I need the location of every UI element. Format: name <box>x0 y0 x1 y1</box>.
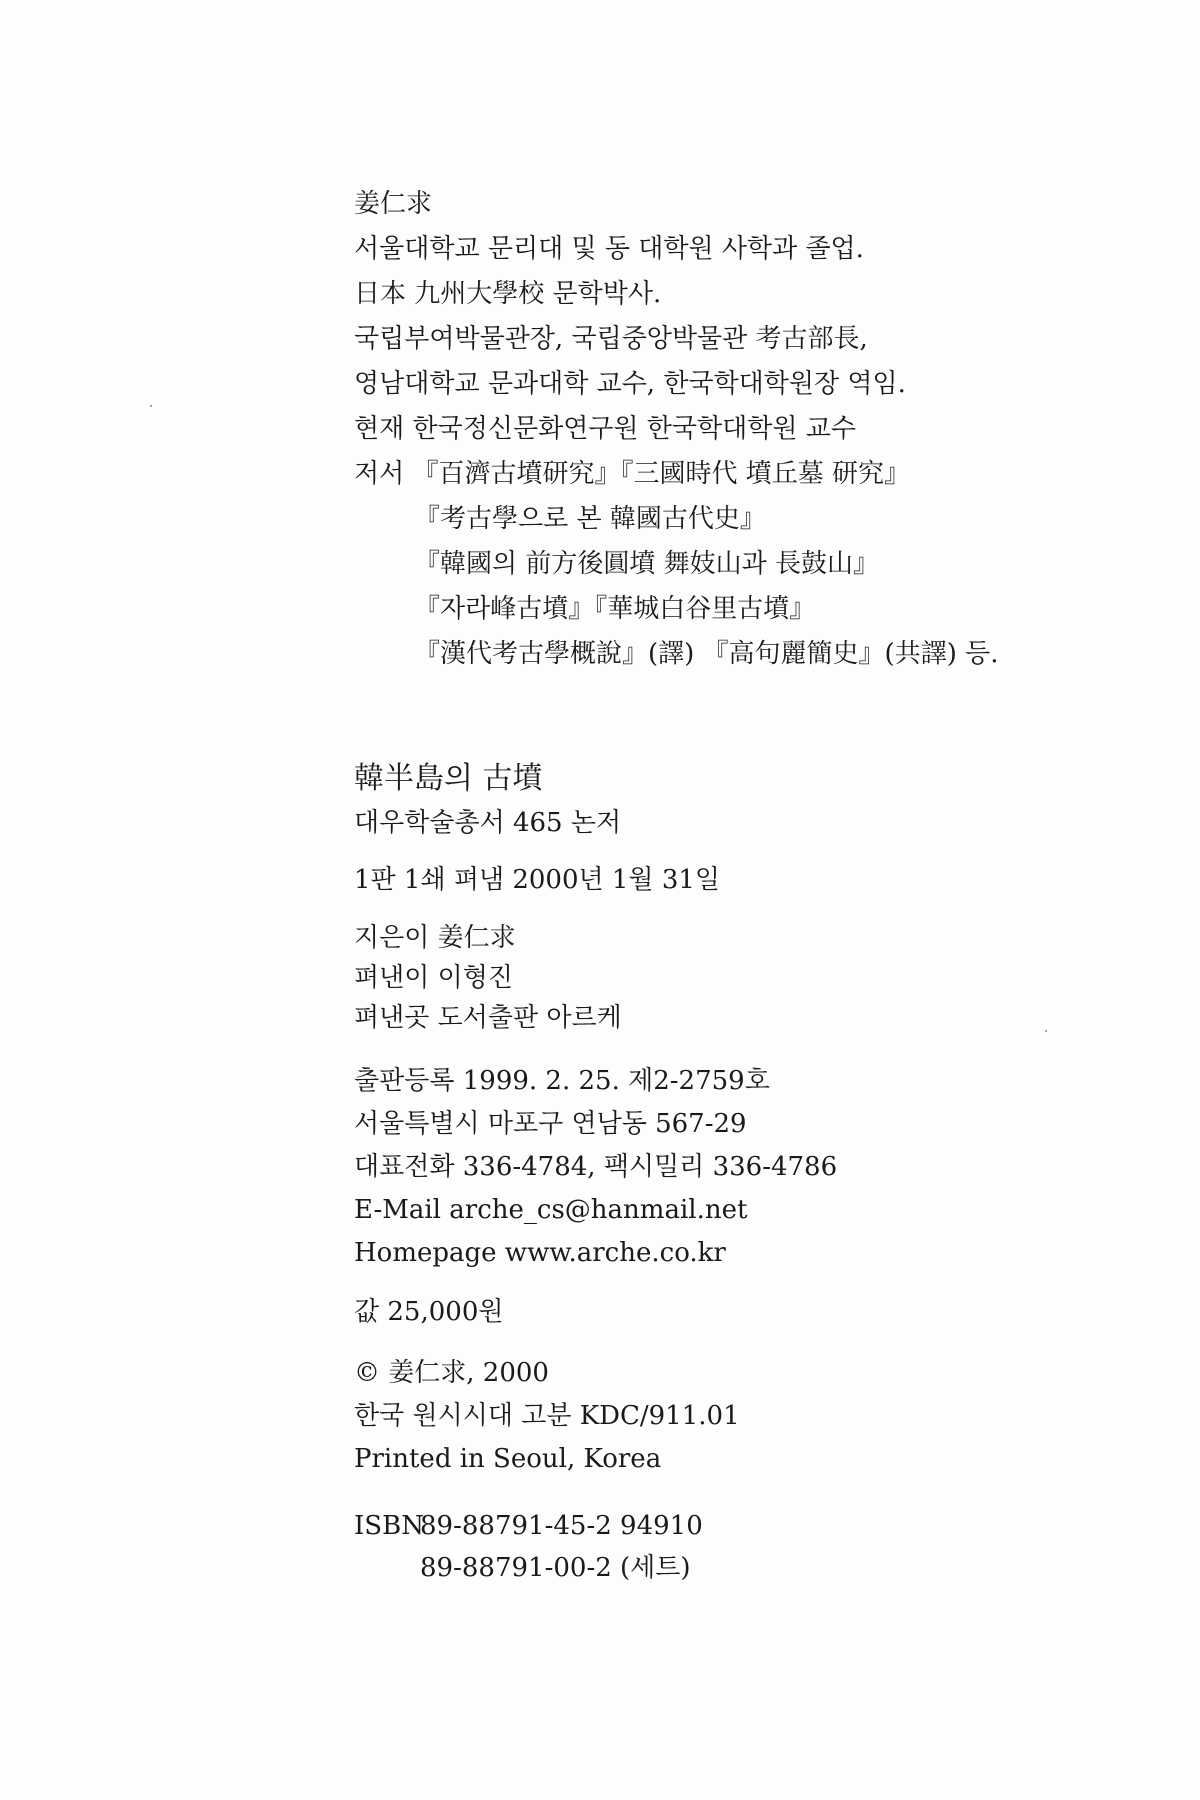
isbn-number: 89-88791-45-2 94910 <box>420 1511 703 1541</box>
works-line: 저서 『百濟古墳研究』『三國時代 墳丘墓 研究』 <box>354 459 911 489</box>
works-line: 『漢代考古學概說』(譯) 『高句麗簡史』(共譯) 등. <box>414 639 999 669</box>
author-name: 姜仁求 <box>354 189 433 219</box>
scan-speck <box>1045 1030 1047 1032</box>
credit-line: 펴낸이 이형진 <box>354 963 513 993</box>
bio-line: 현재 한국정신문화연구원 한국학대학원 교수 <box>354 414 856 444</box>
bio-line: 日本 九州大學校 문학박사. <box>354 279 662 309</box>
credit-line: 펴낸곳 도서출판 아르케 <box>354 1003 622 1033</box>
isbn-set-number: 89-88791-00-2 (세트) <box>420 1553 691 1583</box>
scan-speck <box>150 405 152 407</box>
book-title: 韓半島의 古墳 <box>354 761 543 796</box>
isbn-label: ISBN <box>354 1511 424 1541</box>
publisher-registration <box>354 1060 837 1275</box>
works-line: 『자라峰古墳』『華城白谷里古墳』 <box>414 594 816 624</box>
credits <box>354 918 622 1038</box>
edition-info <box>354 858 720 902</box>
bio-line: 국립부여박물관장, 국립중앙박물관 考古部長, <box>354 324 868 354</box>
price-line: 값 25,000원 <box>354 1297 504 1327</box>
registration-line: 출판등록 1999. 2. 25. 제2-2759호 <box>354 1066 770 1096</box>
classification-line: 한국 원시시대 고분 KDC/911.01 <box>354 1401 740 1431</box>
homepage-line: Homepage www.arche.co.kr <box>354 1238 726 1268</box>
credit-line: 지은이 姜仁求 <box>354 923 516 953</box>
bio-line: 영남대학교 문과대학 교수, 한국학대학원장 역임. <box>354 369 906 399</box>
works-line: 『韓國의 前方後圓墳 舞妓山과 長鼓山』 <box>414 549 880 579</box>
copyright-line: © 姜仁求, 2000 <box>354 1358 549 1388</box>
address-line: 서울특별시 마포구 연남동 567-29 <box>354 1109 747 1139</box>
isbn-row <box>354 1547 703 1589</box>
edition-line: 1판 1쇄 펴냄 2000년 1월 31일 <box>354 865 721 895</box>
bio-line: 서울대학교 문리대 및 동 대학원 사학과 졸업. <box>354 234 864 264</box>
printed-line: Printed in Seoul, Korea <box>354 1444 662 1474</box>
author-bio <box>354 182 999 677</box>
isbn-label-spacer <box>354 1547 420 1589</box>
email-line: E-Mail arche_cs@hanmail.net <box>354 1195 748 1225</box>
isbn-block <box>354 1505 703 1589</box>
phone-line: 대표전화 336-4784, 팩시밀리 336-4786 <box>354 1152 838 1182</box>
book-title-block <box>354 755 621 843</box>
book-series: 대우학술총서 465 논저 <box>354 808 622 838</box>
works-line: 『考古學으로 본 韓國古代史』 <box>414 504 766 534</box>
price <box>354 1290 503 1334</box>
isbn-row <box>354 1505 703 1547</box>
copyright-block <box>354 1352 740 1481</box>
